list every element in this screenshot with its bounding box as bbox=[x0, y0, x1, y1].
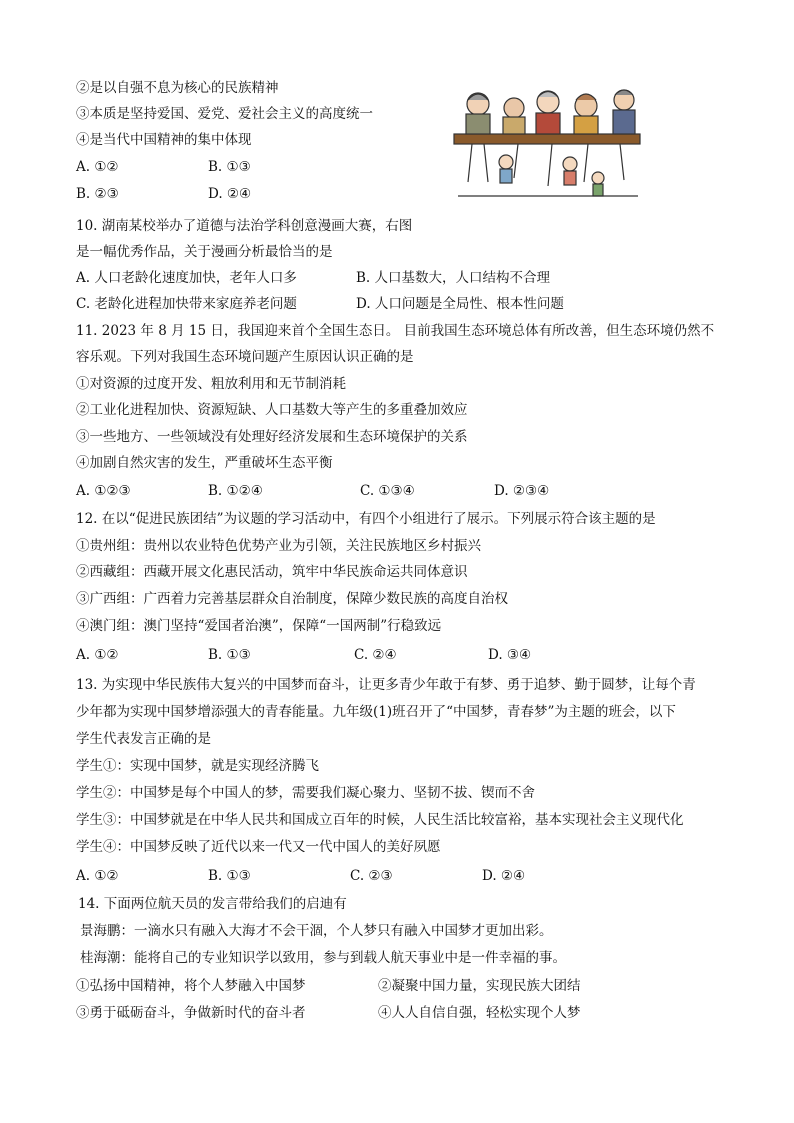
q14-quote-1: 景海鹏：一滴水只有融入大海才不会干涸，个人梦只有融入中国梦才更加出彩。 bbox=[80, 923, 553, 939]
q14-item-3: ③勇于砥砺奋斗，争做新时代的奋斗者 bbox=[76, 1005, 306, 1021]
q11-stem-line2: 容乐观。下列对我国生态环境问题产生原因认识正确的是 bbox=[76, 349, 414, 365]
q10-option-d: D. 人口问题是全局性、根本性问题 bbox=[356, 296, 564, 312]
q14-stem: 14. 下面两位航天员的发言带给我们的启迪有 bbox=[78, 896, 347, 912]
q9-option-b: B. ①③ bbox=[208, 159, 251, 175]
q13-option-a: A. ①② bbox=[76, 868, 119, 884]
q11-option-c: C. ①③④ bbox=[360, 483, 415, 499]
q9-item-2: ②是以自强不息为核心的民族精神 bbox=[76, 80, 279, 96]
q12-item-2: ②西藏组：西藏开展文化惠民活动，筑牢中华民族命运共同体意识 bbox=[76, 564, 468, 580]
q13-student-4: 学生④：中国梦反映了近代以来一代又一代中国人的美好夙愿 bbox=[76, 839, 441, 855]
q11-option-a: A. ①②③ bbox=[76, 483, 131, 499]
q14-item-1: ①弘扬中国精神，将个人梦融入中国梦 bbox=[76, 978, 306, 994]
q9-item-3: ③本质是坚持爱国、爱党、爱社会主义的高度统一 bbox=[76, 106, 373, 122]
q9-option-d: D. ②④ bbox=[208, 186, 252, 202]
q13-stem-line1: 13. 为实现中华民族伟大复兴的中国梦而奋斗，让更多青少年敢于有梦、勇于追梦、勤于圆梦，让每个青 bbox=[76, 677, 696, 693]
q10-stem-line2: 是一幅优秀作品，关于漫画分析最恰当的是 bbox=[76, 244, 333, 260]
q10-option-c: C. 老龄化进程加快带来家庭养老问题 bbox=[76, 296, 297, 312]
q11-item-2: ②工业化进程加快、资源短缺、人口基数大等产生的多重叠加效应 bbox=[76, 402, 468, 418]
q12-option-d: D. ③④ bbox=[488, 647, 532, 663]
q11-item-4: ④加剧自然灾害的发生，严重破坏生态平衡 bbox=[76, 455, 333, 471]
q12-option-b: B. ①③ bbox=[208, 647, 251, 663]
q13-stem-line2: 少年都为实现中国梦增添强大的青春能量。九年级(1)班召开了“中国梦，青春梦”为主题的班会，以下 bbox=[76, 704, 676, 720]
q9-option-c: B. ②③ bbox=[76, 186, 119, 202]
q11-item-1: ①对资源的过度开发、粗放利用和无节制消耗 bbox=[76, 376, 346, 392]
q12-option-c: C. ②④ bbox=[354, 647, 397, 663]
q13-option-c: C. ②③ bbox=[350, 868, 393, 884]
q12-item-3: ③广西组：广西着力完善基层群众自治制度，保障少数民族的高度自治权 bbox=[76, 591, 508, 607]
q12-option-a: A. ①② bbox=[76, 647, 119, 663]
q11-stem-line1: 11. 2023 年 8 月 15 日，我国迎来首个全国生态日。 目前我国生态环境总体有所改善，但生态环境仍然不 bbox=[76, 323, 715, 339]
q13-student-3: 学生③：中国梦就是在中华人民共和国成立百年的时候，人民生活比较富裕，基本实现社会主义现代化 bbox=[76, 812, 684, 828]
q10-stem-line1: 10. 湖南某校举办了道德与法治学科创意漫画大赛，右图 bbox=[76, 218, 413, 234]
q10-option-b: B. 人口基数大，人口结构不合理 bbox=[356, 270, 551, 286]
q11-option-d: D. ②③④ bbox=[494, 483, 550, 499]
q14-quote-2: 桂海潮：能将自己的专业知识学以致用，参与到载人航天事业中是一件幸福的事。 bbox=[80, 950, 566, 966]
q13-stem-line3: 学生代表发言正确的是 bbox=[76, 731, 211, 747]
q13-option-d: D. ②④ bbox=[482, 868, 526, 884]
q12-stem: 12. 在以“促进民族团结”为议题的学习活动中，有四个小组进行了展示。下列展示符合该主题的是 bbox=[76, 511, 656, 527]
q13-student-2: 学生②：中国梦是每个中国人的梦，需要我们凝心聚力、坚韧不拔、锲而不舍 bbox=[76, 785, 535, 801]
q11-option-b: B. ①②④ bbox=[208, 483, 263, 499]
q13-student-1: 学生①：实现中国梦，就是实现经济腾飞 bbox=[76, 758, 319, 774]
cartoon-illustration bbox=[448, 82, 648, 202]
q10-option-a: A. 人口老龄化速度加快，老年人口多 bbox=[76, 270, 297, 286]
q12-item-1: ①贵州组：贵州以农业特色优势产业为引领，关注民族地区乡村振兴 bbox=[76, 538, 481, 554]
q13-option-b: B. ①③ bbox=[208, 868, 251, 884]
q14-item-2: ②凝聚中国力量，实现民族大团结 bbox=[378, 978, 581, 994]
q12-item-4: ④澳门组：澳门坚持“爱国者治澳”，保障“一国两制”行稳致远 bbox=[76, 618, 442, 634]
q14-item-4: ④人人自信自强，轻松实现个人梦 bbox=[378, 1005, 581, 1021]
q11-item-3: ③一些地方、一些领域没有处理好经济发展和生态环境保护的关系 bbox=[76, 429, 468, 445]
q9-option-a: A. ①② bbox=[76, 159, 119, 175]
q9-item-4: ④是当代中国精神的集中体现 bbox=[76, 132, 252, 148]
